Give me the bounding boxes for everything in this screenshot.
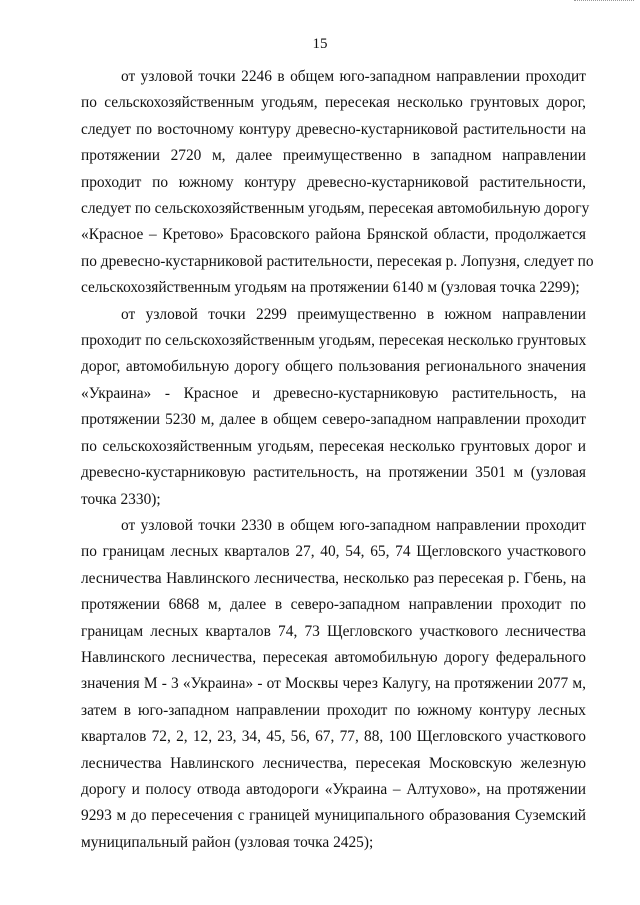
text-line: сельскохозяйственным угодьям на протяжении 6140 м (узловая точка 2299); [81, 279, 580, 297]
text-line: проходит по южному контуру древесно-кустарниковой растительности, [81, 173, 586, 191]
text-line: «Украина» - Красное и древесно-кустарниковую растительность, на [81, 384, 586, 402]
text-line: от узловой точки 2330 в общем юго-западном направлении проходит [121, 516, 586, 534]
text-line: проходит по сельскохозяйственным угодьям, пересекая несколько грунтовых [81, 332, 587, 350]
text-line: затем в юго-западном направлении проходит по южному контуру лесных [81, 701, 586, 719]
text-line: протяжении 5230 м, далее в общем северо-западном направлении проходит [81, 411, 586, 429]
paragraph-node-2246 [81, 64, 594, 302]
scan-edge-mark [574, 0, 634, 3]
text-line: по сельскохозяйственным угодьям, пересекая несколько грунтовых дорог и [81, 437, 586, 455]
text-line: значения М - 3 «Украина» - от Москвы через Калугу, на протяжении 2077 м, [81, 675, 586, 693]
text-line: точка 2330); [81, 490, 161, 508]
text-line: кварталов 72, 2, 12, 23, 34, 45, 56, 67, 77, 88, 100 Щегловского участкового [81, 728, 586, 746]
paragraph-node-2330 [81, 513, 586, 856]
text-line: лесничества Навлинского лесничества, несколько раз пересекая р. Гбень, на [81, 569, 586, 587]
paragraph-node-2299 [81, 302, 586, 513]
text-line: следует по восточному контуру древесно-кустарниковой растительности на [81, 120, 586, 138]
text-line: от узловой точки 2246 в общем юго-западном направлении проходит [121, 68, 586, 85]
text-line: 9293 м до пересечения с границей муниципального образования Суземский [81, 807, 586, 825]
text-line: дорогу и полосу отвода автодороги «Украина – Алтухово», на протяжении [81, 780, 586, 798]
text-line: следует по сельскохозяйственным угодьям, пересекая автомобильную дорогу [81, 200, 590, 218]
text-line: Навлинского лесничества, пересекая автомобильную дорогу федерального [81, 648, 586, 666]
text-line: протяжении 2720 м, далее преимущественно в западном направлении [81, 147, 586, 165]
text-line: лесничества Навлинского лесничества, пересекая Московскую железную [81, 754, 586, 772]
text-line: древесно-кустарниковую растительность, на протяжении 3501 м (узловая [81, 464, 586, 482]
text-line: от узловой точки 2299 преимущественно в южном направлении [121, 305, 586, 323]
text-line: по границам лесных кварталов 27, 40, 54, 65, 74 Щегловского участкового [81, 543, 586, 561]
text-line: по сельскохозяйственным угодьям, пересекая несколько грунтовых дорог, [81, 94, 586, 112]
text-line: по древесно-кустарниковой растительности, пересекая р. Лопузня, следует по [81, 252, 594, 270]
text-line: «Красное – Кретово» Брасовского района Брянской области, продолжается [81, 226, 586, 244]
text-line: протяжении 6868 м, далее в северо-западном направлении проходит по [81, 596, 586, 614]
document-body [81, 64, 594, 856]
text-line: муниципальный район (узловая точка 2425); [81, 833, 374, 851]
text-line: дорог, автомобильную дорогу общего пользования регионального значения [81, 358, 586, 376]
text-line: границам лесных кварталов 74, 73 Щегловского участкового лесничества [81, 622, 586, 640]
page-number: 15 [312, 36, 328, 52]
